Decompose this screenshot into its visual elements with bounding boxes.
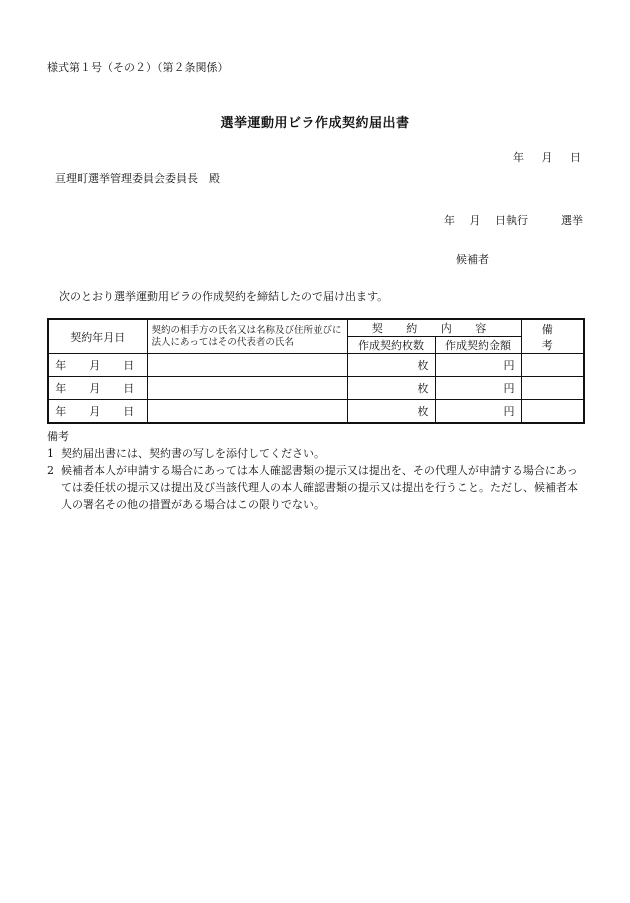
- table-header-row: [48, 319, 584, 337]
- row-count-cell[interactable]: 枚: [347, 377, 435, 400]
- date-line: 年 月 日: [513, 151, 581, 164]
- header-remarks: 備 考: [521, 319, 584, 354]
- note-item: [47, 445, 583, 462]
- contract-table: [47, 318, 585, 424]
- election-line: 年 月 日執行 選挙: [444, 214, 583, 227]
- row-amount-cell[interactable]: 円: [435, 400, 521, 424]
- row-date-cell[interactable]: 年 月 日: [48, 400, 147, 424]
- notes-title: 備考: [47, 430, 69, 443]
- row-amount-cell[interactable]: 円: [435, 354, 521, 377]
- row-remarks-cell[interactable]: [521, 377, 584, 400]
- note-number: 2: [47, 464, 54, 477]
- form-number: 様式第１号（その２）（第２条関係）: [47, 61, 229, 74]
- row-date-cell[interactable]: 年 月 日: [48, 377, 147, 400]
- addressee: 亘理町選挙管理委員会委員長 殿: [55, 172, 220, 185]
- body-text: 次のとおり選挙運動用ビラの作成契約を締結したので届け出ます。: [59, 290, 389, 303]
- note-text: 契約届出書には、契約書の写しを添付してください。: [61, 447, 325, 460]
- table-row: [48, 400, 584, 424]
- table-row: [48, 377, 584, 400]
- row-party-cell[interactable]: [147, 400, 347, 424]
- row-date-cell[interactable]: 年 月 日: [48, 354, 147, 377]
- row-remarks-cell[interactable]: [521, 400, 584, 424]
- row-party-cell[interactable]: [147, 354, 347, 377]
- row-count-cell[interactable]: 枚: [347, 400, 435, 424]
- header-amount: 作成契約金額: [435, 337, 521, 354]
- row-party-cell[interactable]: [147, 377, 347, 400]
- table-row: [48, 354, 584, 377]
- row-remarks-cell[interactable]: [521, 354, 584, 377]
- header-contract-date: 契約年月日: [48, 319, 147, 354]
- note-text: 候補者本人が申請する場合にあっては本人確認書類の提示又は提出を、その代理人が申請する場合にあっては委任状の提示又は提出及び当該代理人の本人確認書類の提示又は提出を行うこと。ただし、候補者本人の署名その他の措置がある場合はこの限りでない。: [61, 464, 578, 511]
- document-title: 選挙運動用ビラ作成契約届出書: [220, 116, 410, 131]
- header-contract-contents: 契 約 内 容: [347, 319, 521, 337]
- row-count-cell[interactable]: 枚: [347, 354, 435, 377]
- candidate-label: 候補者: [456, 253, 489, 266]
- header-count: 作成契約枚数: [347, 337, 435, 354]
- row-amount-cell[interactable]: 円: [435, 377, 521, 400]
- note-number: 1: [47, 447, 54, 460]
- notes-list: [47, 445, 583, 513]
- note-item: [47, 462, 583, 513]
- header-contract-party: 契約の相手方の氏名又は名称及び住所並びに法人にあってはその代表者の氏名: [147, 319, 347, 354]
